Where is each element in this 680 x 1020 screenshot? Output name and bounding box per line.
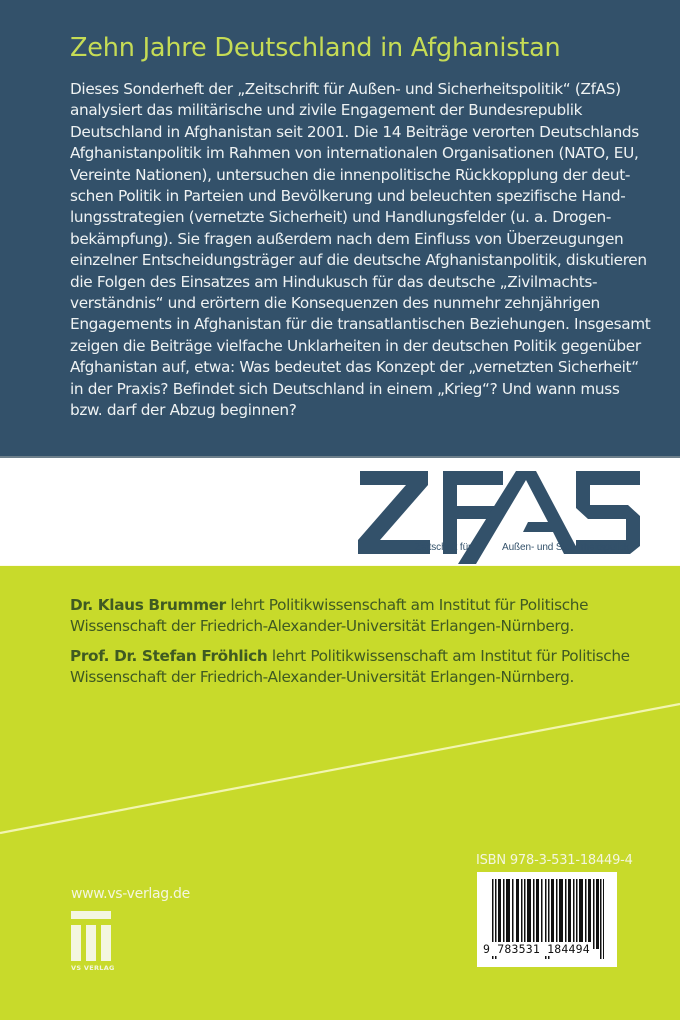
journal-logo-band: [0, 458, 680, 566]
author-bio: [70, 646, 670, 688]
author-bio-text: lehrt Politikwissenschaft am Institut für Politische: [267, 647, 630, 665]
barcode-number: [482, 942, 591, 956]
barcode: [477, 872, 617, 967]
blurb-line: bzw. darf der Abzug beginnen?: [70, 401, 297, 420]
author-panel: [0, 566, 680, 1020]
blurb-line: zeigen die Beiträge vielfache Unklarheiten in der deutschen Politik gegenüber: [70, 336, 641, 355]
author-bio-line: Wissenschaft der Friedrich-Alexander-Universität Erlangen-Nürnberg.: [70, 668, 574, 686]
author-bio-line: [70, 595, 670, 616]
author-name: Prof. Dr. Stefan Fröhlich: [70, 647, 268, 665]
blurb-line: die Folgen des Einsatzes am Hindukusch für das deutsche „Zivilmachts-: [70, 272, 598, 291]
blurb-line: Deutschland in Afghanistan seit 2001. Die 14 Beiträge verorten Deutschlands: [70, 122, 639, 141]
isbn-label: ISBN 978-3-531-18449-4: [476, 853, 633, 868]
blurb-line: lungsstrategien (vernetzte Sicherheit) und Handlungsfelder (u. a. Drogen-: [70, 208, 612, 227]
zfas-subtitle-left: Zeitschrift für: [415, 542, 472, 553]
blurb-line: Engagements in Afghanistan für die transatlantischen Beziehungen. Insgesamt: [70, 315, 651, 334]
author-name: Dr. Klaus Brummer: [70, 596, 226, 614]
zfas-subtitle-right: Außen- und Sicherheitspolitik: [502, 542, 630, 553]
blurb-line: einzelner Entscheidungsträger auf die deutsche Afghanistanpolitik, diskutieren: [70, 251, 647, 270]
author-bio-text: lehrt Politikwissenschaft am Institut für Politische: [225, 596, 589, 614]
vs-verlag-logo-label: VS VERLAG: [71, 964, 115, 972]
blurb-line: analysiert das militärische und zivile Engagement der Bundesrepublik: [70, 101, 583, 120]
blurb-line: bekämpfung). Sie fragen außerdem nach dem Einfluss von Überzeugungen: [70, 229, 624, 248]
blurb-line: Afghanistan auf, etwa: Was bedeutet das Konzept der „vernetzten Sicherheit“: [70, 358, 639, 377]
blurb-line: Afghanistanpolitik im Rahmen von internationalen Organisationen (NATO, EU,: [70, 144, 639, 163]
blurb-text: [70, 79, 660, 422]
blurb-line: verständnis“ und erörtern die Konsequenzen des nunmehr zehnjährigen: [70, 294, 600, 313]
blurb-line: Dieses Sonderheft der „Zeitschrift für Außen- und Sicherheitspolitik“ (ZfAS): [70, 80, 621, 98]
book-title: Zehn Jahre Deutschland in Afghanistan: [70, 33, 561, 63]
vs-verlag-logo-icon: [71, 911, 116, 961]
barcode-digits-text: 9 783531 184494: [483, 942, 590, 956]
author-bios: [70, 595, 670, 697]
author-bio: [70, 595, 670, 637]
blurb-panel: [0, 0, 680, 458]
author-bio-line: Wissenschaft der Friedrich-Alexander-Universität Erlangen-Nürnberg.: [70, 617, 574, 635]
blurb-line: Vereinte Nationen), untersuchen die innenpolitische Rückkopplung der deut-: [70, 165, 631, 184]
publisher-url-link[interactable]: www.vs-verlag.de: [71, 886, 190, 902]
blurb-line: schen Politik in Parteien und Bevölkerung und beleuchten spezifische Hand-: [70, 187, 626, 206]
author-bio-line: [70, 646, 670, 667]
blurb-line: in der Praxis? Befindet sich Deutschland in einem „Krieg“? Und wann muss: [70, 379, 620, 398]
